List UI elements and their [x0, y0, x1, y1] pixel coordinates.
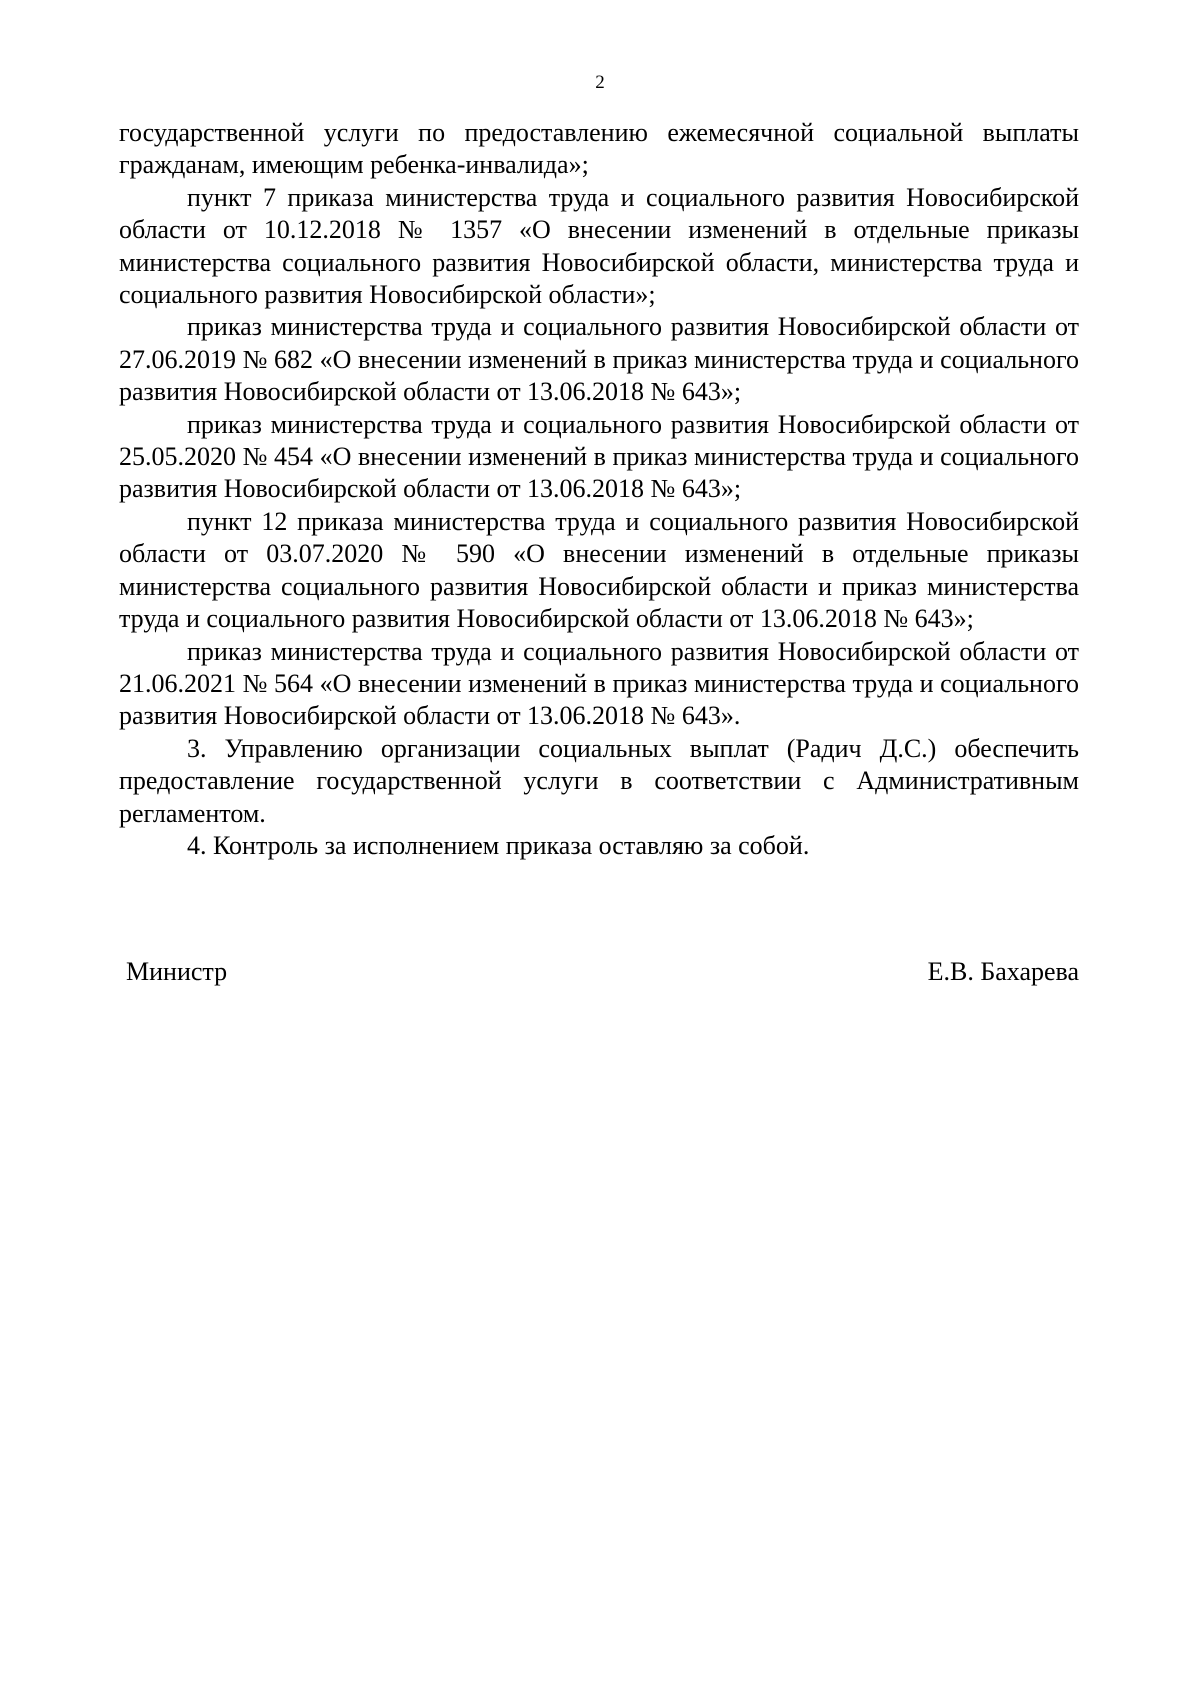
document-body	[119, 117, 1079, 862]
paragraph-2: пункт 7 приказа министерства труда и социального развития Новосибирской области от 10.12.2018 № 1357 «О внесении изменений в отдельные приказы министерства социального развития Новосибирской области, министерства труда и социального развития Новосибирской области»;	[119, 182, 1079, 310]
signatory-name: Е.В. Бахарева	[927, 957, 1079, 986]
paragraph-1: государственной услуги по предоставлению ежемесячной социальной выплаты гражданам, имеющим ребенка-инвалида»;	[119, 118, 1079, 180]
signatory-title: Министр	[126, 957, 228, 986]
paragraph-4: приказ министерства труда и социального развития Новосибирской области от 25.05.2020 № 454 «О внесении изменений в приказ министерства труда и социального развития Новосибирской области от 13.06.2018 № 643»;	[119, 409, 1079, 504]
paragraph-8: 4. Контроль за исполнением приказа оставляю за собой.	[187, 830, 810, 860]
paragraph-7: 3. Управлению организации социальных выплат (Радич Д.С.) обеспечить предоставление государственной услуги в соответствии с Административным регламентом.	[119, 733, 1079, 828]
page-number: 2	[595, 72, 605, 93]
paragraph-6: приказ министерства труда и социального развития Новосибирской области от 21.06.2021 № 564 «О внесении изменений в приказ министерства труда и социального развития Новосибирской области от 13.06.2018 № 643».	[119, 636, 1079, 731]
paragraph-5: пункт 12 приказа министерства труда и социального развития Новосибирской области от 03.07.2020 № 590 «О внесении изменений в отдельные приказы министерства социального развития Новосибирской области и приказ министерства труда и социального развития Новосибирской области от 13.06.2018 № 643»;	[119, 506, 1079, 634]
paragraph-3: приказ министерства труда и социального развития Новосибирской области от 27.06.2019 № 682 «О внесении изменений в приказ министерства труда и социального развития Новосибирской области от 13.06.2018 № 643»;	[119, 312, 1079, 407]
